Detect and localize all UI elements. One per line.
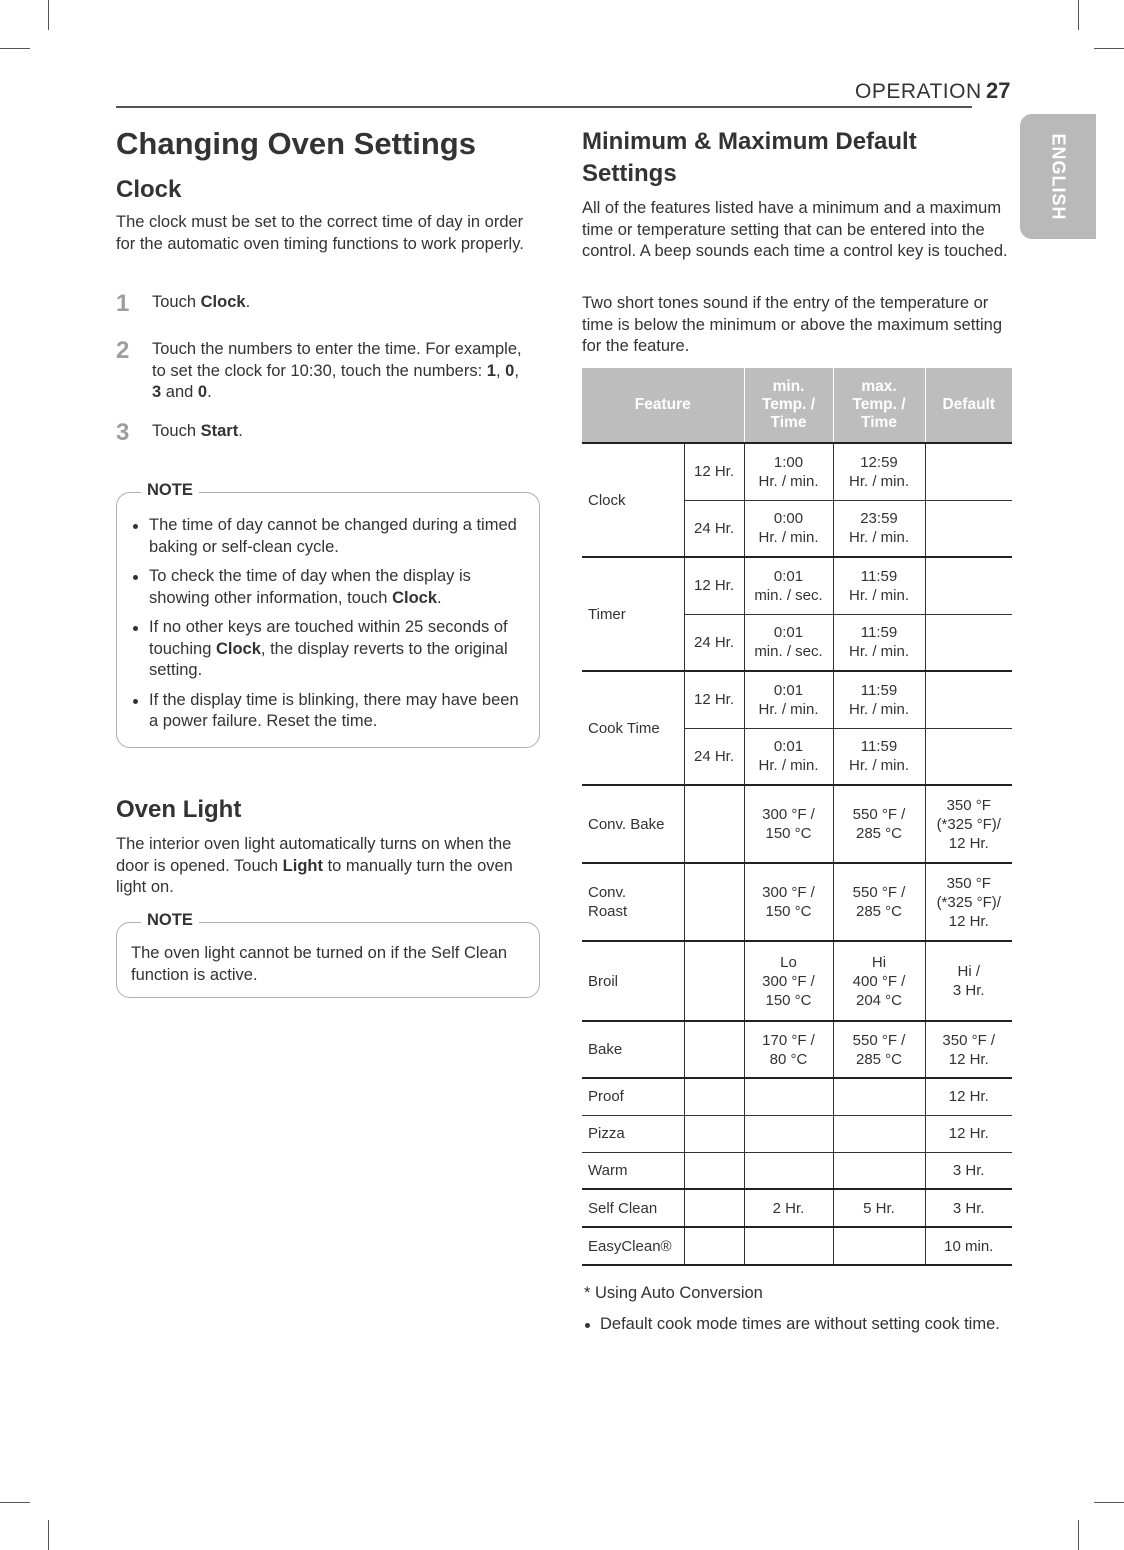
note-item: The time of day cannot be changed during a timed baking or self-clean cycle. bbox=[131, 515, 521, 558]
default-cell: 3 Hr. bbox=[925, 1152, 1012, 1189]
crop-mark bbox=[0, 48, 30, 49]
defaults-heading-line2: Settings bbox=[582, 160, 677, 187]
table-row bbox=[582, 557, 1012, 614]
feature-cell: Conv. Roast bbox=[582, 863, 684, 941]
crop-mark bbox=[0, 1502, 30, 1503]
note-item: To check the time of day when the display is showing other information, touch Clock. bbox=[131, 566, 521, 609]
feature-cell: Pizza bbox=[582, 1115, 684, 1152]
min-cell: 0:00 Hr. / min. bbox=[744, 500, 833, 557]
max-cell: 550 °F / 285 °C bbox=[833, 1021, 925, 1078]
min-cell: 2 Hr. bbox=[744, 1189, 833, 1227]
table-row bbox=[582, 671, 1012, 728]
default-cell bbox=[925, 557, 1012, 614]
table-row bbox=[582, 863, 1012, 941]
min-cell: 0:01 min. / sec. bbox=[744, 557, 833, 614]
min-cell: 0:01 Hr. / min. bbox=[744, 671, 833, 728]
sub-cell: 12 Hr. bbox=[684, 443, 744, 500]
clock-note-box bbox=[116, 481, 540, 748]
table-row bbox=[582, 1152, 1012, 1189]
max-cell: 23:59 Hr. / min. bbox=[833, 500, 925, 557]
defaults-heading-line1: Minimum & Maximum Default bbox=[582, 128, 917, 155]
oven-light-heading: Oven Light bbox=[116, 796, 242, 823]
sub-cell bbox=[684, 1189, 744, 1227]
min-cell: Lo 300 °F / 150 °C bbox=[744, 941, 833, 1021]
clock-intro: The clock must be set to the correct time of day in order for the automatic oven timing functions to work properly. bbox=[116, 213, 524, 253]
default-cell: 3 Hr. bbox=[925, 1189, 1012, 1227]
header-default: Default bbox=[925, 368, 1012, 443]
feature-cell: Bake bbox=[582, 1021, 684, 1078]
crop-mark bbox=[1094, 48, 1124, 49]
max-cell: 550 °F / 285 °C bbox=[833, 863, 925, 941]
note-list bbox=[131, 515, 521, 741]
note-item: If the display time is blinking, there may have been a power failure. Reset the time. bbox=[131, 690, 521, 733]
step-number: 3 bbox=[116, 419, 130, 446]
default-cell: 10 min. bbox=[925, 1227, 1012, 1265]
feature-cell: Clock bbox=[582, 443, 684, 557]
min-cell: 0:01 Hr. / min. bbox=[744, 728, 833, 785]
feature-cell: EasyClean® bbox=[582, 1227, 684, 1265]
crop-mark bbox=[48, 0, 49, 30]
page-number: 27 bbox=[986, 78, 1011, 103]
header-divider bbox=[116, 106, 972, 108]
sub-cell bbox=[684, 785, 744, 863]
min-cell bbox=[744, 1078, 833, 1115]
feature-cell: Broil bbox=[582, 941, 684, 1021]
default-cell: 350 °F (*325 °F)/ 12 Hr. bbox=[925, 863, 1012, 941]
sub-cell: 24 Hr. bbox=[684, 614, 744, 671]
sub-cell: 12 Hr. bbox=[684, 557, 744, 614]
feature-cell: Warm bbox=[582, 1152, 684, 1189]
step-number: 2 bbox=[116, 337, 130, 364]
defaults-tones: Two short tones sound if the entry of the temperature or time is below the minimum or above the maximum setting for the feature. bbox=[582, 294, 1002, 355]
default-cell bbox=[925, 500, 1012, 557]
table-row bbox=[582, 1078, 1012, 1115]
min-cell bbox=[744, 1115, 833, 1152]
sub-cell bbox=[684, 863, 744, 941]
table-row bbox=[582, 1115, 1012, 1152]
crop-mark bbox=[48, 1520, 49, 1550]
step-number: 1 bbox=[116, 290, 130, 317]
crop-mark bbox=[1094, 1502, 1124, 1503]
max-cell: 11:59 Hr. / min. bbox=[833, 614, 925, 671]
default-cell bbox=[925, 671, 1012, 728]
clock-heading: Clock bbox=[116, 176, 182, 203]
crop-mark bbox=[1078, 0, 1079, 30]
sub-cell: 24 Hr. bbox=[684, 500, 744, 557]
max-cell bbox=[833, 1115, 925, 1152]
min-cell: 300 °F / 150 °C bbox=[744, 863, 833, 941]
language-label: ENGLISH bbox=[1048, 132, 1069, 221]
max-cell: 11:59 Hr. / min. bbox=[833, 728, 925, 785]
max-cell: 12:59 Hr. / min. bbox=[833, 443, 925, 500]
table-row bbox=[582, 1021, 1012, 1078]
language-tab bbox=[1020, 114, 1096, 239]
min-cell bbox=[744, 1227, 833, 1265]
sub-cell bbox=[684, 1115, 744, 1152]
default-cell bbox=[925, 728, 1012, 785]
table-row bbox=[582, 1189, 1012, 1227]
sub-cell: 24 Hr. bbox=[684, 728, 744, 785]
note-title: NOTE bbox=[141, 481, 199, 500]
min-cell bbox=[744, 1152, 833, 1189]
max-cell bbox=[833, 1078, 925, 1115]
default-cell: 12 Hr. bbox=[925, 1115, 1012, 1152]
min-cell: 0:01 min. / sec. bbox=[744, 614, 833, 671]
default-times-note: Default cook mode times are without setting cook time. bbox=[584, 1314, 1020, 1336]
feature-cell: Conv. Bake bbox=[582, 785, 684, 863]
step-text: Touch Clock. bbox=[152, 293, 251, 311]
max-cell: 550 °F / 285 °C bbox=[833, 785, 925, 863]
page-title: Changing Oven Settings bbox=[116, 126, 476, 161]
min-cell: 1:00 Hr. / min. bbox=[744, 443, 833, 500]
table-row bbox=[582, 941, 1012, 1021]
step-text: Touch the numbers to enter the time. For example, to set the clock for 10:30, touch the numbers: 1, 0, 3 and 0. bbox=[152, 340, 522, 401]
default-cell bbox=[925, 443, 1012, 500]
section-title: OPERATION bbox=[855, 80, 982, 103]
sub-cell bbox=[684, 1021, 744, 1078]
sub-cell bbox=[684, 1078, 744, 1115]
min-cell: 300 °F / 150 °C bbox=[744, 785, 833, 863]
table-footnote: * Using Auto Conversion bbox=[584, 1284, 763, 1302]
defaults-table bbox=[582, 368, 1012, 1266]
max-cell: 11:59 Hr. / min. bbox=[833, 557, 925, 614]
max-cell: Hi 400 °F / 204 °C bbox=[833, 941, 925, 1021]
default-cell: Hi / 3 Hr. bbox=[925, 941, 1012, 1021]
sub-cell: 12 Hr. bbox=[684, 671, 744, 728]
sub-cell bbox=[684, 1152, 744, 1189]
table-header-row bbox=[582, 368, 1012, 443]
feature-cell: Proof bbox=[582, 1078, 684, 1115]
header-feature: Feature bbox=[582, 368, 744, 443]
note-title: NOTE bbox=[141, 911, 199, 930]
feature-cell: Timer bbox=[582, 557, 684, 671]
max-cell bbox=[833, 1152, 925, 1189]
oven-light-text: The interior oven light automatically turns on when the door is opened. Touch Light to manually turn the oven light on. bbox=[116, 835, 513, 896]
min-cell: 170 °F / 80 °C bbox=[744, 1021, 833, 1078]
max-cell: 5 Hr. bbox=[833, 1189, 925, 1227]
header-min: min. Temp. / Time bbox=[744, 368, 833, 443]
feature-cell: Cook Time bbox=[582, 671, 684, 785]
step-text: Touch Start. bbox=[152, 422, 243, 440]
default-cell: 12 Hr. bbox=[925, 1078, 1012, 1115]
sub-cell bbox=[684, 1227, 744, 1265]
table-row bbox=[582, 785, 1012, 863]
max-cell: 11:59 Hr. / min. bbox=[833, 671, 925, 728]
oven-light-note-box bbox=[116, 911, 540, 998]
feature-cell: Self Clean bbox=[582, 1189, 684, 1227]
table-row bbox=[582, 1227, 1012, 1265]
max-cell bbox=[833, 1227, 925, 1265]
crop-mark bbox=[1078, 1520, 1079, 1550]
default-cell bbox=[925, 614, 1012, 671]
header-max: max. Temp. / Time bbox=[833, 368, 925, 443]
sub-cell bbox=[684, 941, 744, 1021]
note-item: If no other keys are touched within 25 seconds of touching Clock, the display reverts to the original setting. bbox=[131, 617, 521, 682]
table-row bbox=[582, 443, 1012, 500]
note-text: The oven light cannot be turned on if the Self Clean function is active. bbox=[131, 944, 508, 984]
default-cell: 350 °F / 12 Hr. bbox=[925, 1021, 1012, 1078]
defaults-intro: All of the features listed have a minimum and a maximum time or temperature setting that can be entered into the control. A beep sounds each time a control key is touched. bbox=[582, 199, 1008, 260]
default-cell: 350 °F (*325 °F)/ 12 Hr. bbox=[925, 785, 1012, 863]
